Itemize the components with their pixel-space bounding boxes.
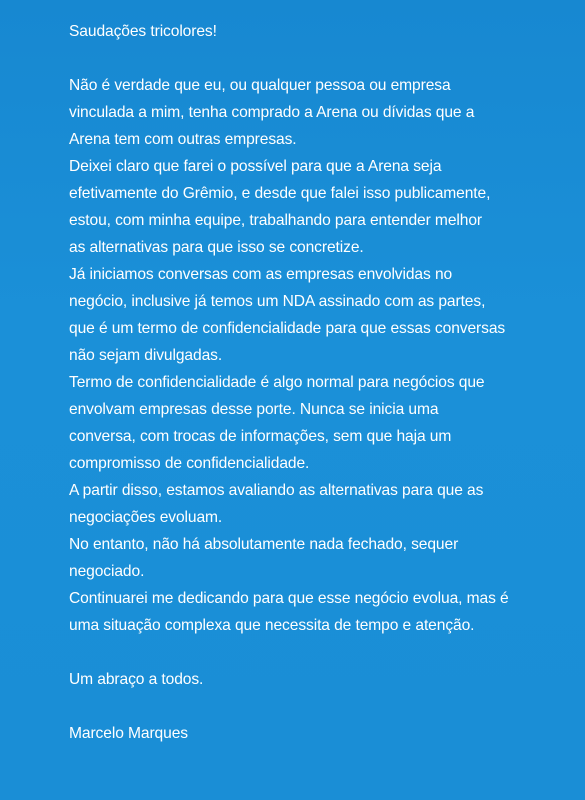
paragraph-gap [69, 693, 545, 720]
body-line: negociações evoluam. [69, 509, 223, 526]
body-line: vinculada a mim, tenha comprado a Arena ou dívidas que a [69, 104, 475, 121]
body-line: não sejam divulgadas. [69, 347, 223, 364]
paragraph-gap [69, 639, 545, 666]
body-line: A partir disso, estamos avaliando as alternativas para que as [69, 482, 484, 499]
letter-body [69, 18, 545, 747]
body-line: uma situação complexa que necessita de tempo e atenção. [69, 617, 475, 634]
body-line: Arena tem com outras empresas. [69, 131, 297, 148]
body-line: Continuarei me dedicando para que esse negócio evolua, mas é [69, 590, 509, 607]
body-line: efetivamente do Grêmio, e desde que falei isso publicamente, [69, 185, 491, 202]
body-line: conversa, com trocas de informações, sem que haja um [69, 428, 452, 445]
paragraph-gap [69, 45, 545, 72]
body-line: Já iniciamos conversas com as empresas envolvidas no [69, 266, 453, 283]
body-line: que é um termo de confidencialidade para que essas conversas [69, 320, 506, 337]
body-line: negócio, inclusive já temos um NDA assinado com as partes, [69, 293, 486, 310]
body-line: estou, com minha equipe, trabalhando para entender melhor [69, 212, 483, 229]
closing: Um abraço a todos. [69, 671, 204, 688]
body-line: No entanto, não há absolutamente nada fechado, sequer [69, 536, 459, 553]
body-line: compromisso de confidencialidade. [69, 455, 310, 472]
body-line: Deixei claro que farei o possível para que a Arena seja [69, 158, 442, 175]
greeting: Saudações tricolores! [69, 23, 217, 40]
body-line: Termo de confidencialidade é algo normal para negócios que [69, 374, 485, 391]
body-line: Não é verdade que eu, ou qualquer pessoa ou empresa [69, 77, 451, 94]
signature: Marcelo Marques [69, 725, 188, 742]
body-line: as alternativas para que isso se concretize. [69, 239, 364, 256]
body-line: negociado. [69, 563, 145, 580]
body-line: envolvam empresas desse porte. Nunca se inicia uma [69, 401, 439, 418]
